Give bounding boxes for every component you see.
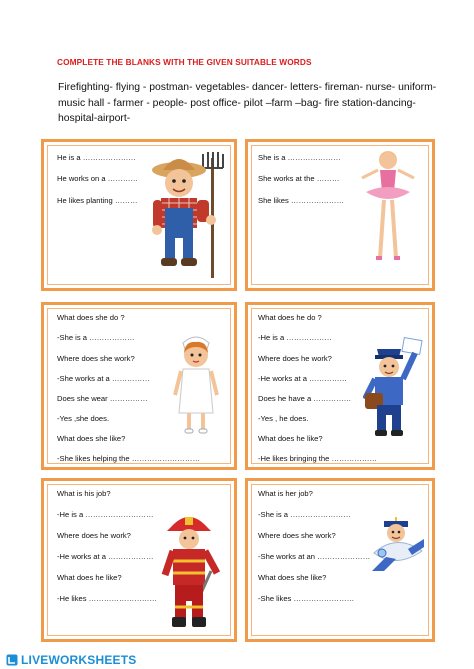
card-line: -She works at an ………………… xyxy=(258,552,371,561)
card-line: -She likes helping the ……………………… xyxy=(57,454,201,463)
card-farmer xyxy=(41,139,237,291)
card-line: He works on a ………… xyxy=(57,174,139,183)
card-line: -He is a ……………… xyxy=(258,333,332,342)
dancer-illustration xyxy=(358,148,418,273)
card-line: -Yes , he does. xyxy=(258,414,309,423)
card-fireman xyxy=(41,478,237,642)
card-line: What does she like? xyxy=(258,573,327,582)
card-line: -Yes ,she does. xyxy=(57,414,110,423)
card-line: Where does she work? xyxy=(258,531,336,540)
card-line: What does she do ? xyxy=(57,313,125,322)
card-line: Does she wear …………… xyxy=(57,394,148,403)
word-bank: Firefighting- flying - postman- vegetables- dancer- letters- fireman- nurse- uniform- music hall - farmer - people- post office- pilot –farm –bag- fire station-dancing- hospital-airport- xyxy=(58,82,437,124)
farmer-illustration xyxy=(147,148,229,286)
card-line: -He likes bringing the ……………… xyxy=(258,454,378,463)
card-line: -He is a ……………………… xyxy=(57,510,154,519)
card-pilot xyxy=(245,478,435,642)
card-line: What does he like? xyxy=(57,573,122,582)
card-line: What is his job? xyxy=(57,489,111,498)
card-line: What does he do ? xyxy=(258,313,322,322)
card-line: Where does she work? xyxy=(57,354,135,363)
fireman-illustration xyxy=(159,511,221,636)
card-line: What does he like? xyxy=(258,434,323,443)
card-line: -She is a ……………… xyxy=(57,333,135,342)
card-line: She is a ………………… xyxy=(258,153,341,162)
card-postman xyxy=(245,302,435,470)
card-line: What does she like? xyxy=(57,434,126,443)
card-line: She likes ………………… xyxy=(258,196,345,205)
nurse-illustration xyxy=(171,333,221,437)
card-dancer xyxy=(245,139,435,291)
card-line: She works at the ……… xyxy=(258,174,340,183)
card-line: -He works at a ……………… xyxy=(57,552,154,561)
card-nurse xyxy=(41,302,237,470)
liveworksheets-logo-icon xyxy=(6,654,18,666)
card-line: -She works at a …………… xyxy=(57,374,150,383)
pilot-airplane-illustration xyxy=(366,511,428,575)
card-line: Where does he work? xyxy=(57,531,131,540)
card-line: Where does he work? xyxy=(258,354,332,363)
card-line: -She likes …………………… xyxy=(258,594,355,603)
card-line: He is a ………………… xyxy=(57,153,136,162)
card-line: -He works at a …………… xyxy=(258,374,348,383)
logo-text: LIVEWORKSHEETS xyxy=(21,653,137,667)
card-line: What is her job? xyxy=(258,489,313,498)
card-line: Does he have a …………… xyxy=(258,394,352,403)
card-line: -She is a …………………… xyxy=(258,510,351,519)
worksheet-title: COMPLETE THE BLANKS WITH THE GIVEN SUITABLE WORDS xyxy=(57,57,312,67)
postman-illustration xyxy=(363,337,425,439)
card-line: He likes planting ……… xyxy=(57,196,138,205)
card-line: -He likes ……………………… xyxy=(57,594,157,603)
liveworksheets-logo[interactable] xyxy=(6,653,136,667)
